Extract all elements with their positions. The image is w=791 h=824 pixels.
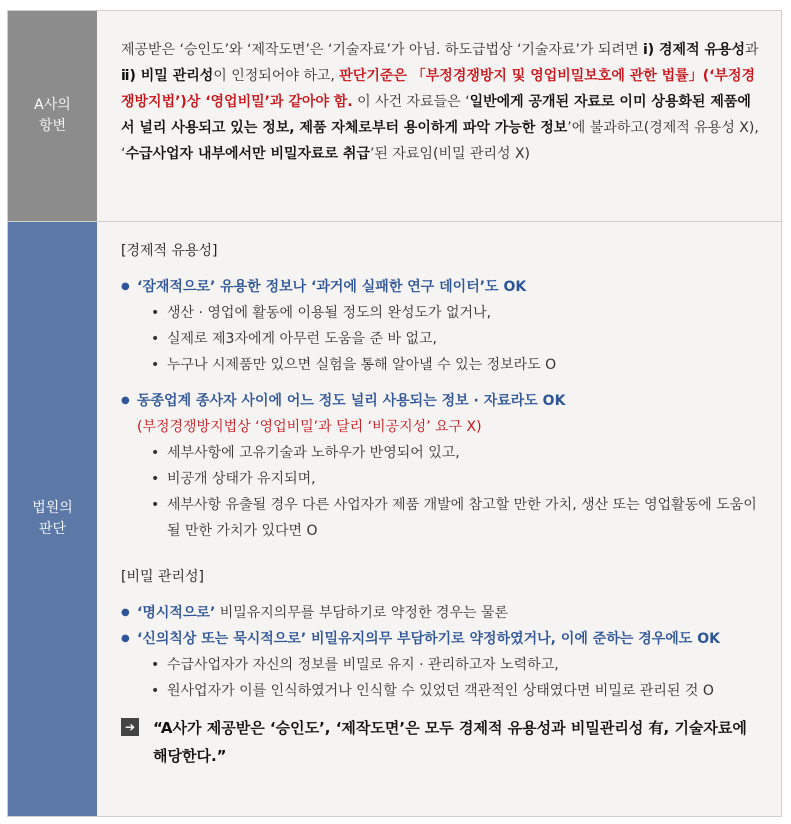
list-economic-1 xyxy=(121,300,761,378)
court-content xyxy=(97,222,781,816)
section-heading-secrecy: [비밀 관리성] xyxy=(121,569,204,585)
judgment-table xyxy=(7,10,782,817)
bullet-potential-info: ● ‘잠재적으로’ 유용한 정보나 ‘과거에 실패한 연구 데이터’도 OK xyxy=(121,274,761,300)
list-item: • 수급사업자가 자신의 정보를 비밀로 유지 · 관리하고자 노력하고, xyxy=(151,652,761,678)
arrow-right-icon: ➔ xyxy=(121,718,139,736)
row-label-court xyxy=(8,222,97,816)
label-line: 판단 xyxy=(38,521,67,537)
bullet-explicit xyxy=(121,600,761,626)
text: ’된 자료임(비밀 관리성 X) xyxy=(369,146,531,162)
list-item: • 원사업자가 이를 인식하였거나 인식할 수 있었던 객관적인 상태였다면 비밀로 관리된 것 O xyxy=(151,678,761,704)
row-court-judgment xyxy=(8,222,781,816)
list-item: • 실제로 제3자에게 아무런 도움을 준 바 없고, xyxy=(151,326,761,352)
text: ’에 불과하고(경제적 유용성 X), ‘ xyxy=(121,120,759,162)
text-bold: ⅱ) 비밀 관리성 xyxy=(121,68,214,84)
text: 비밀유지의무를 부담하기로 약정한 경우는 물론 xyxy=(215,605,508,621)
conclusion-text: “A사가 제공받은 ‘승인도’, ‘제작도면’은 모두 경제적 유용성과 비밀관리성 有, 기술자료에 해당한다.” xyxy=(153,719,747,765)
text: 이 사건 자료들은 ‘ xyxy=(352,94,470,110)
list-secrecy xyxy=(121,652,761,704)
text-blue: ‘명시적으로’ xyxy=(137,605,216,621)
text-bold: 수급사업자 내부에서만 비밀자료로 취급 xyxy=(125,146,370,162)
bullet-implied: ● ‘신의칙상 또는 묵시적으로’ 비밀유지의무 부담하기로 약정하였거나, 이에 준하는 경우에도 OK xyxy=(121,626,761,652)
note-red: (부정경쟁방지법상 ‘영업비밀’과 달리 ‘비공지성’ 요구 X) xyxy=(137,419,482,435)
text: 제공받은 ‘승인도’와 ‘제작도면’은 ‘기술자료’가 아님. 하도급법상 ‘기술자료’가 되려면 xyxy=(121,42,643,58)
row-a-defense xyxy=(8,11,781,222)
label-line: 법원의 xyxy=(32,500,73,516)
label-line: 항변 xyxy=(38,118,67,134)
text-red: 판단기준은 「부정경쟁방지 및 영업비밀보호에 관한 법률」(‘부정경쟁방지법’)상 ‘영업비밀’과 같아야 함. xyxy=(121,68,755,110)
text-bold: 일반에게 공개된 자료로 이미 상용화된 제품에서 널리 사용되고 있는 정보, 제품 자체로부터 용이하게 파악 가능한 정보 xyxy=(121,94,751,136)
list-item: • 세부사항 유출될 경우 다른 사업자가 제품 개발에 참고할 만한 가치, 생산 또는 영업활동에 도움이 될 만한 가치가 있다면 O xyxy=(151,492,761,544)
text: 과 xyxy=(745,42,759,58)
a-defense-content xyxy=(97,11,781,221)
text-bold: ⅰ) 경제적 유용성 xyxy=(642,42,746,58)
list-item: • 세부사항에 고유기술과 노하우가 반영되어 있고, xyxy=(151,440,761,466)
row-label-a-defense xyxy=(8,11,97,221)
text: 이 인정되어야 하고, xyxy=(213,68,340,84)
conclusion xyxy=(121,714,761,770)
list-economic-2 xyxy=(121,440,761,544)
list-item: • 생산 · 영업에 활동에 이용될 정도의 완성도가 없거나, xyxy=(151,300,761,326)
label-line: A사의 xyxy=(34,97,71,113)
list-item: • 누구나 시제품만 있으면 실험을 통해 알아낼 수 있는 정보라도 O xyxy=(151,352,761,378)
bullet-industry-info: ● 동종업계 종사자 사이에 어느 정도 널리 사용되는 정보 · 자료라도 OK xyxy=(121,388,761,414)
list-item: • 비공개 상태가 유지되며, xyxy=(151,466,761,492)
section-heading-economic: [경제적 유용성] xyxy=(121,243,218,259)
